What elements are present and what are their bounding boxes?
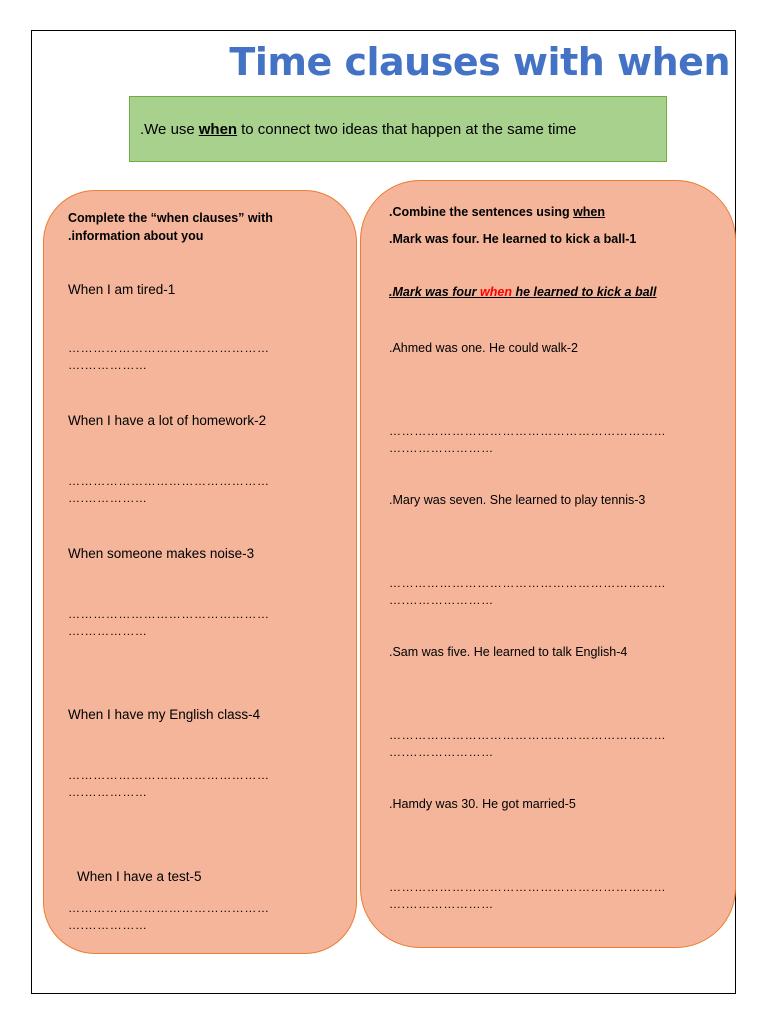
right-exercise-panel [360, 180, 736, 948]
right-answer-line-3[interactable]: ………………………………………………………… ….………………… [389, 576, 667, 607]
right-example-question: .Mark was four. He learned to kick a ball-1 [389, 232, 637, 246]
left-instruction-line2: .information about you [68, 229, 204, 243]
right-item-3: .Mary was seven. She learned to play tennis-3 [389, 493, 646, 507]
rule-box [129, 96, 667, 162]
example-answer-keyword: when [480, 285, 512, 299]
left-answer-line-3[interactable]: ………………………………………… ….…………… [68, 607, 270, 638]
right-item-5: .Hamdy was 30. He got married-5 [389, 797, 576, 811]
left-item-4: When I have my English class-4 [68, 707, 261, 722]
right-instruction-prefix: .Combine the sentences using [389, 205, 570, 219]
right-item-4: .Sam was five. He learned to talk English-4 [389, 645, 628, 659]
left-instruction [68, 209, 273, 245]
example-answer-post: he learned to kick a ball [515, 285, 657, 299]
right-answer-line-5[interactable]: ………………………………………………………… ….………………… [389, 880, 667, 911]
right-instruction [389, 203, 605, 221]
example-answer-pre: .Mark was four [389, 285, 477, 299]
left-exercise-panel [43, 190, 357, 954]
right-example-answer [389, 285, 656, 299]
left-item-1: When I am tired-1 [68, 282, 176, 297]
left-answer-line-5[interactable]: ………………………………………… ….…………… [68, 901, 270, 932]
right-answer-line-2[interactable]: ………………………………………………………… ….………………… [389, 424, 667, 455]
rule-suffix: to connect two ideas that happen at the same time [241, 120, 577, 138]
left-answer-line-4[interactable]: ………………………………………… ….…………… [68, 768, 270, 799]
right-item-2: .Ahmed was one. He could walk-2 [389, 341, 578, 355]
rule-keyword: when [198, 120, 238, 138]
left-answer-line-1[interactable]: ………………………………………… ….…………… [68, 341, 270, 372]
left-item-3: When someone makes noise-3 [68, 546, 255, 561]
left-instruction-line1: Complete the “when clauses” with [68, 211, 273, 225]
left-item-5: When I have a test-5 [77, 869, 202, 884]
left-answer-line-2[interactable]: ………………………………………… ….…………… [68, 474, 270, 505]
rule-prefix: .We use [140, 120, 195, 138]
left-item-2: When I have a lot of homework-2 [68, 413, 267, 428]
page-title: Time clauses with when [229, 40, 730, 84]
right-instruction-keyword: when [573, 205, 606, 219]
right-answer-line-4[interactable]: ………………………………………………………… ….………………… [389, 728, 667, 759]
